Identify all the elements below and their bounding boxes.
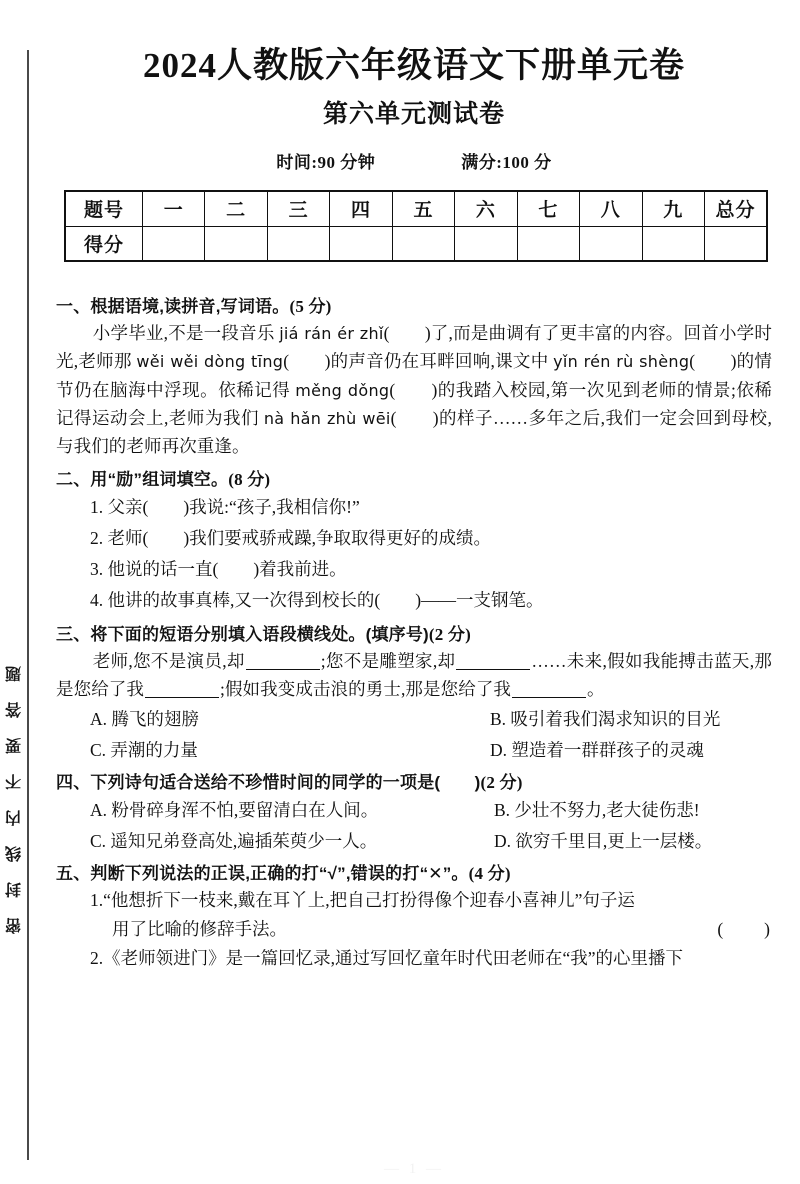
score-input-cell-3[interactable] bbox=[267, 226, 329, 261]
passage-text: ……未来,假如我能搏击蓝天,那是您给了我 bbox=[56, 651, 773, 700]
passage-text: 的我踏入校园,第一次见到老师的情景;依稀记得运动会上,老师为我们 bbox=[56, 379, 772, 428]
score-table-row-label: 题号 bbox=[65, 191, 143, 227]
answer-blank-5[interactable]: ( ) bbox=[390, 407, 439, 428]
question-4-option-d[interactable]: D. 欲穷千里目,更上一层楼。 bbox=[494, 831, 713, 852]
question-3-option-b[interactable]: B. 吸引着我们渴求知识的目光 bbox=[490, 708, 721, 729]
score-input-cell-6[interactable] bbox=[455, 226, 517, 261]
passage-text: 了,而是曲调有了更丰富的内容。回首小学时光,老师那 bbox=[56, 322, 773, 372]
seal-char: 封 bbox=[5, 880, 22, 897]
score-table-col-1: 一 bbox=[143, 191, 205, 227]
pinyin-jiaranerzhi: jiá rán ér zhǐ bbox=[279, 323, 384, 343]
fill-blank-4[interactable] bbox=[512, 697, 586, 698]
question-3-option-d[interactable]: D. 塑造着一群群孩子的灵魂 bbox=[490, 739, 704, 760]
score-input-cell-7[interactable] bbox=[517, 226, 579, 261]
pinyin-weiweidongting: wěi wěi dòng tīng bbox=[136, 352, 284, 372]
question-2-points: (8 分) bbox=[228, 469, 271, 489]
question-4-option-a[interactable]: A. 粉骨碎身浑不怕,要留清白在人间。 bbox=[90, 799, 379, 820]
question-section-1 bbox=[56, 296, 772, 461]
question-2-item-2[interactable]: 2. 老师( )我们要戒骄戒躁,争取取得更好的成绩。 bbox=[90, 527, 492, 548]
question-3-passage bbox=[56, 647, 772, 704]
question-2-item-4[interactable]: 4. 他讲的故事真棒,又一次得到校长的( )——一支钢笔。 bbox=[90, 589, 544, 610]
score-table-wrapper bbox=[56, 173, 772, 262]
tf-answer-box-1[interactable]: ( ) bbox=[717, 919, 772, 940]
score-input-cell-8[interactable] bbox=[580, 226, 642, 261]
question-3-option-a[interactable]: A. 腾飞的翅膀 bbox=[90, 708, 199, 729]
question-section-2 bbox=[56, 469, 772, 617]
seal-char: 要 bbox=[5, 736, 22, 753]
score-table-col-3: 三 bbox=[267, 191, 329, 227]
fill-blank-2[interactable] bbox=[456, 669, 530, 670]
question-5-points: (4 分) bbox=[468, 864, 511, 884]
question-2-item-1[interactable]: 1. 父亲( )我说:“孩子,我相信你!” bbox=[90, 496, 360, 517]
question-4-points: (2 分) bbox=[480, 773, 523, 792]
answer-blank-3[interactable]: ( ) bbox=[689, 351, 737, 372]
passage-text: 老师,您不是演员,却 bbox=[92, 651, 245, 672]
question-3-option-c[interactable]: C. 弄潮的力量 bbox=[90, 739, 198, 760]
question-3-heading bbox=[56, 624, 772, 647]
question-1-points: (5 分) bbox=[289, 296, 332, 316]
question-section-5 bbox=[56, 863, 772, 973]
paper-title: 2024人教版六年级语文下册单元卷 bbox=[142, 46, 685, 85]
score-input-cell-4[interactable] bbox=[330, 226, 392, 261]
question-5-title: 五、判断下列说法的正误,正确的打“√”,错误的打“✕”。 bbox=[56, 864, 469, 884]
tf-statement-1-line2 bbox=[90, 915, 772, 944]
question-1-heading bbox=[56, 296, 772, 319]
score-input-cell-5[interactable] bbox=[392, 226, 454, 261]
passage-text: 小学毕业,不是一段音乐 bbox=[92, 322, 280, 343]
table-row-header bbox=[65, 191, 767, 227]
score-table-col-7: 七 bbox=[517, 191, 579, 227]
question-3-title: 三、将下面的短语分别填入语段横线处。(填序号) bbox=[56, 625, 429, 645]
fill-blank-1[interactable] bbox=[246, 669, 320, 670]
question-5-item-1 bbox=[56, 886, 772, 944]
paper-subtitle: 第六单元测试卷 bbox=[322, 101, 505, 129]
seal-char: 线 bbox=[5, 844, 22, 861]
score-table-col-6: 六 bbox=[455, 191, 517, 227]
seal-char: 内 bbox=[5, 808, 22, 825]
answer-blank-1[interactable]: ( ) bbox=[383, 322, 431, 343]
answer-blank-4[interactable]: ( ) bbox=[389, 379, 438, 400]
pinyin-yinrenrusheng: yǐn rén rù shèng bbox=[553, 352, 690, 372]
seal-char: 不 bbox=[5, 772, 22, 789]
question-4-options bbox=[56, 795, 772, 857]
question-3-options bbox=[56, 704, 772, 766]
exam-duration: 时间:90 分钟 bbox=[276, 152, 376, 172]
score-table bbox=[64, 190, 768, 262]
tf-statement-1-line1: 1.“他想折下一枝来,戴在耳丫上,把自己打扮得像个迎春小喜神儿”句子运 bbox=[90, 890, 635, 911]
tf-statement-1-text: 用了比喻的修辞手法。 bbox=[112, 919, 287, 940]
score-table-col-total: 总分 bbox=[704, 191, 767, 227]
seal-char: 答 bbox=[5, 700, 22, 717]
passage-text: 的声音仍在耳畔回响,课文中 bbox=[330, 351, 554, 372]
exam-total-score: 满分:100 分 bbox=[461, 152, 552, 172]
question-5-item-2 bbox=[56, 944, 772, 973]
passage-text: ;假如我变成击浪的勇士,那是您给了我 bbox=[220, 679, 512, 700]
answer-blank-2[interactable]: ( ) bbox=[283, 351, 331, 372]
question-section-4 bbox=[56, 772, 772, 857]
seal-char: 密 bbox=[5, 916, 22, 933]
page-number-footer: — 1 — bbox=[384, 1161, 444, 1177]
question-4-option-c[interactable]: C. 遥知兄弟登高处,遍插茱萸少一人。 bbox=[90, 831, 378, 852]
question-2-item-3[interactable]: 3. 他说的话一直( )着我前进。 bbox=[90, 558, 347, 579]
score-table-col-2: 二 bbox=[205, 191, 267, 227]
question-5-heading bbox=[56, 863, 772, 886]
passage-text: 的情节仍在脑海中浮现。依稀记得 bbox=[56, 351, 772, 400]
exam-meta-row bbox=[56, 130, 772, 173]
pinyin-mengdong: měng dǒng bbox=[295, 380, 390, 400]
question-4-heading bbox=[56, 772, 772, 795]
question-4-title[interactable]: 四、下列诗句适合送给不珍惜时间的同学的一项是( ) bbox=[56, 773, 481, 792]
table-row-scores bbox=[65, 226, 767, 261]
score-table-col-9: 九 bbox=[642, 191, 704, 227]
fill-blank-3[interactable] bbox=[145, 697, 219, 698]
score-input-cell-2[interactable] bbox=[205, 226, 267, 261]
score-table-col-8: 八 bbox=[580, 191, 642, 227]
question-section-3 bbox=[56, 624, 772, 766]
score-table-col-5: 五 bbox=[392, 191, 454, 227]
passage-text: 。 bbox=[587, 679, 605, 700]
question-3-points: (2 分) bbox=[428, 625, 471, 645]
seal-line-vertical-text bbox=[0, 372, 27, 932]
seal-char: 题 bbox=[5, 664, 22, 681]
pinyin-nahanzhuwei: nà hǎn zhù wēi bbox=[263, 408, 391, 428]
score-input-cell-1[interactable] bbox=[143, 226, 205, 261]
question-4-option-b[interactable]: B. 少壮不努力,老大徒伤悲! bbox=[494, 799, 700, 820]
question-2-heading bbox=[56, 469, 772, 492]
question-2-title: 二、用“励”组词填空。 bbox=[56, 469, 229, 489]
score-table-row-label: 得分 bbox=[65, 226, 143, 261]
score-table-col-4: 四 bbox=[330, 191, 392, 227]
seal-line-rule bbox=[27, 50, 29, 1160]
passage-text: 的样子……多年之后,我们一定会回到母校,与我们的老师再次重逢。 bbox=[56, 407, 773, 457]
score-input-cell-total[interactable] bbox=[704, 226, 767, 261]
passage-text: ;您不是雕塑家,却 bbox=[320, 651, 456, 672]
tf-statement-2-line1: 2.《老师领进门》是一篇回忆录,通过写回忆童年时代田老师在“我”的心里播下 bbox=[90, 948, 684, 969]
question-1-passage bbox=[56, 319, 772, 461]
exam-sheet bbox=[56, 0, 772, 1184]
question-1-title: 一、根据语境,读拼音,写词语。 bbox=[56, 296, 290, 316]
score-input-cell-9[interactable] bbox=[642, 226, 704, 261]
